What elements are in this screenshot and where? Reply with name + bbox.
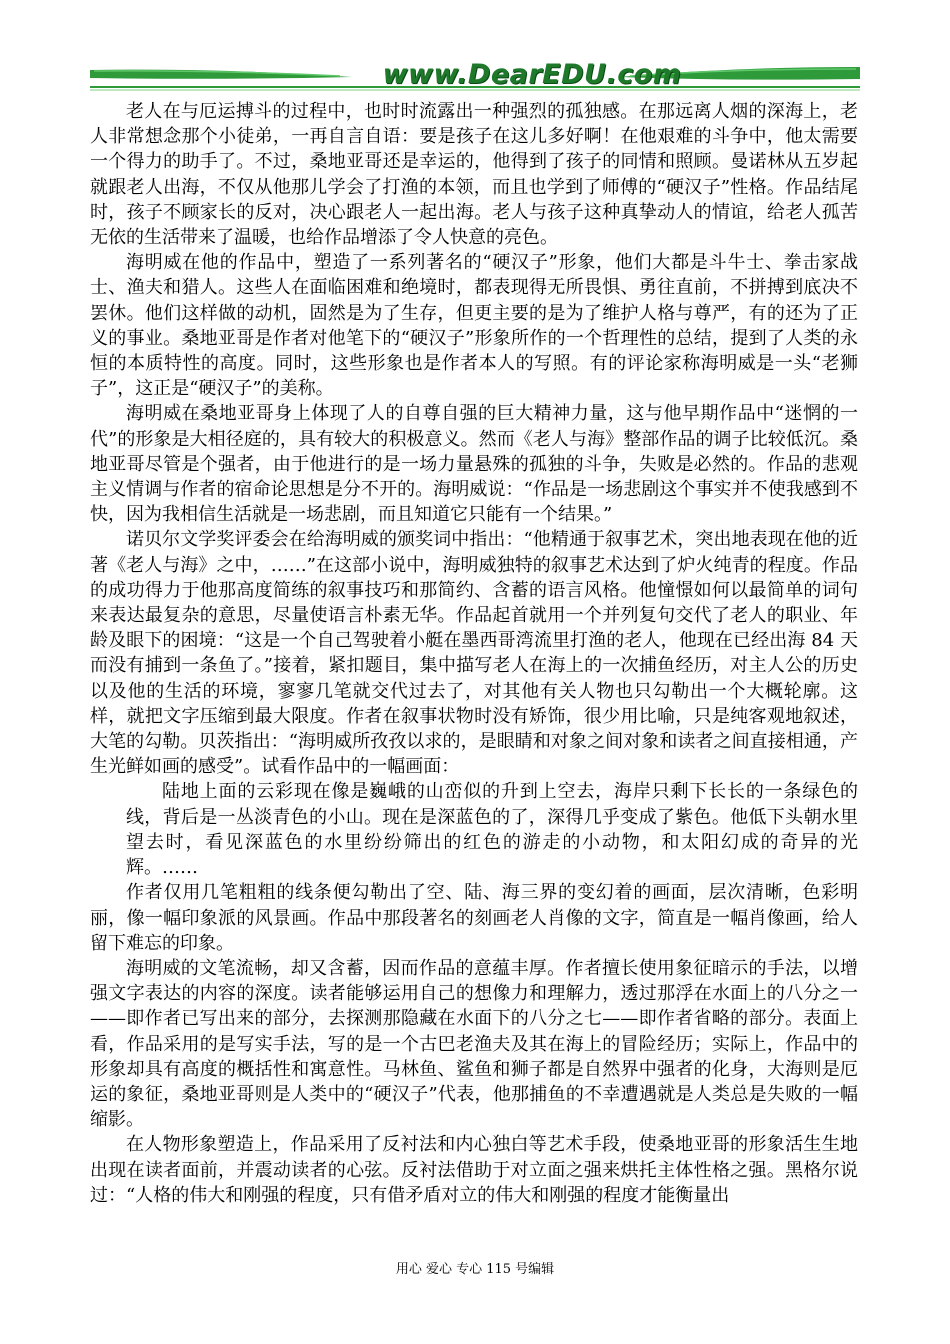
article-body bbox=[90, 99, 858, 1208]
paragraph-3: 海明威在桑地亚哥身上体现了人的自尊自强的巨大精神力量，这与他早期作品中“迷惘的一代”的形象是大相径庭的，具有较大的积极意义。然而《老人与海》整部作品的调子比较低沉。桑地亚哥尽管是个强者，由于他进行的是一场力量悬殊的孤独的斗争，失败是必然的。作品的悲观主义情调与作者的宿命论思想是分不开的。海明威说：“作品是一场悲剧这个事实并不使我感到不快，因为我相信生活就是一场悲剧，而且知道它只能有一个结果。” bbox=[90, 403, 858, 526]
paragraph-7: 在人物形象塑造上，作品采用了反衬法和内心独白等艺术手段，使桑地亚哥的形象活生生地出现在读者面前，并震动读者的心弦。反衬法借助于对立面之强来烘托主体性格之强。黑格尔说过：“人格的伟大和刚强的程度，只有借矛盾对立的伟大和刚强的程度才能衡量出 bbox=[90, 1134, 858, 1206]
page-footer: 用心 爱心 专心 115 号编辑 bbox=[395, 1262, 555, 1277]
paragraph-2: 海明威在他的作品中，塑造了一系列著名的“硬汉子”形象，他们大都是斗牛士、拳击家战士、渔夫和猎人。这些人在面临困难和绝境时，都表现得无所畏惧、勇往直前，不拼搏到底决不罢休。他们这样做的动机，固然是为了生存，但更主要的是为了维护人格与尊严，有的还为了正义的事业。桑地亚哥是作者对他笔下的“硬汉子”形象所作的一个哲理性的总结，提到了人类的永恒的本质特性的高度。同时，这些形象也是作者本人的写照。有的评论家称海明威是一头“老狮子”，这正是“硬汉子”的美称。 bbox=[90, 252, 858, 400]
block-quote: 陆地上面的云彩现在像是巍峨的山峦似的升到上空去，海岸只剩下长长的一条绿色的线，背后是一丛淡青色的小山。现在是深蓝色的了，深得几乎变成了紫色。他低下头朝水里望去时，看见深蓝色的水里纷纷筛出的红色的游走的小动物，和太阳幻成的奇异的光辉。…… bbox=[126, 781, 858, 879]
paragraph-4: 诺贝尔文学奖评委会在给海明威的颁奖词中指出：“他精通于叙事艺术，突出地表现在他的近著《老人与海》之中，……”在这部小说中，海明威独特的叙事艺术达到了炉火纯青的程度。作品的成功得力于他那高度简练的叙事技巧和那简约、含蓄的语言风格。他憧憬如何以最简单的词句来表达最复杂的意思，尽量使语言朴素无华。作品起首就用一个并列复句交代了老人的职业、年龄及眼下的困境：“这是一个自己驾驶着小艇在墨西哥湾流里打渔的老人，他现在已经出海 84 天而没有捕到一条鱼了。”接着，紧扣题目，集中描写老人在海上的一次捕鱼经历，对主人公的历史以及他的生活的环境，寥寥几笔就交代过去了，对其他有关人物也只勾勒出一个大概轮廓。这样，就把文字压缩到最大限度。作者在叙事状物时没有矫饰，很少用比喻，只是纯客观地叙述，大笔的勾勒。贝茨指出：“海明威所孜孜以求的，是眼睛和对象之间对象和读者之间直接相通，产生光鲜如画的感受”。试看作品中的一幅画面： bbox=[90, 529, 858, 778]
paragraph-1: 老人在与厄运搏斗的过程中，也时时流露出一种强烈的孤独感。在那远离人烟的深海上，老人非常想念那个小徒弟，一再自言自语：要是孩子在这儿多好啊！在他艰难的斗争中，他太需要一个得力的助手了。不过，桑地亚哥还是幸运的，他得到了孩子的同情和照顾。曼诺林从五岁起就跟老人出海，不仅从他那儿学会了打渔的本领，而且也学到了师傅的“硬汉子”性格。作品结尾时，孩子不顾家长的反对，决心跟老人一起出海。老人与孩子这种真挚动人的情谊，给老人孤苦无依的生活带来了温暖，也给作品增添了令人快意的亮色。 bbox=[90, 101, 858, 249]
site-header bbox=[90, 56, 860, 96]
paragraph-6: 海明威的文笔流畅，却又含蓄，因而作品的意蕴丰厚。作者擅长使用象征暗示的手法，以增强文字表达的内容的深度。读者能够运用自己的想像力和理解力，透过那浮在水面上的八分之一——即作者已写出来的部分，去探测那隐藏在水面下的八分之七——即作者省略的部分。表面上看，作品采用的是写实手法，写的是一个古巴老渔夫及其在海上的冒险经历；实际上，作品中的形象却具有高度的概括性和寓意性。马林鱼、鲨鱼和狮子都是自然界中强者的化身，大海则是厄运的象征，桑地亚哥则是人类中的“硬汉子”代表，他那捕鱼的不幸遭遇就是人类总是失败的一幅缩影。 bbox=[90, 957, 858, 1131]
site-logo-text[interactable]: www.DearEDU.com bbox=[382, 59, 682, 90]
paragraph-5: 作者仅用几笔粗粗的线条便勾勒出了空、陆、海三界的变幻着的画面，层次清晰，色彩明丽，像一幅印象派的风景画。作品中那段著名的刻画老人肖像的文字，简直是一幅肖像画，给人留下难忘的印象。 bbox=[90, 882, 858, 954]
